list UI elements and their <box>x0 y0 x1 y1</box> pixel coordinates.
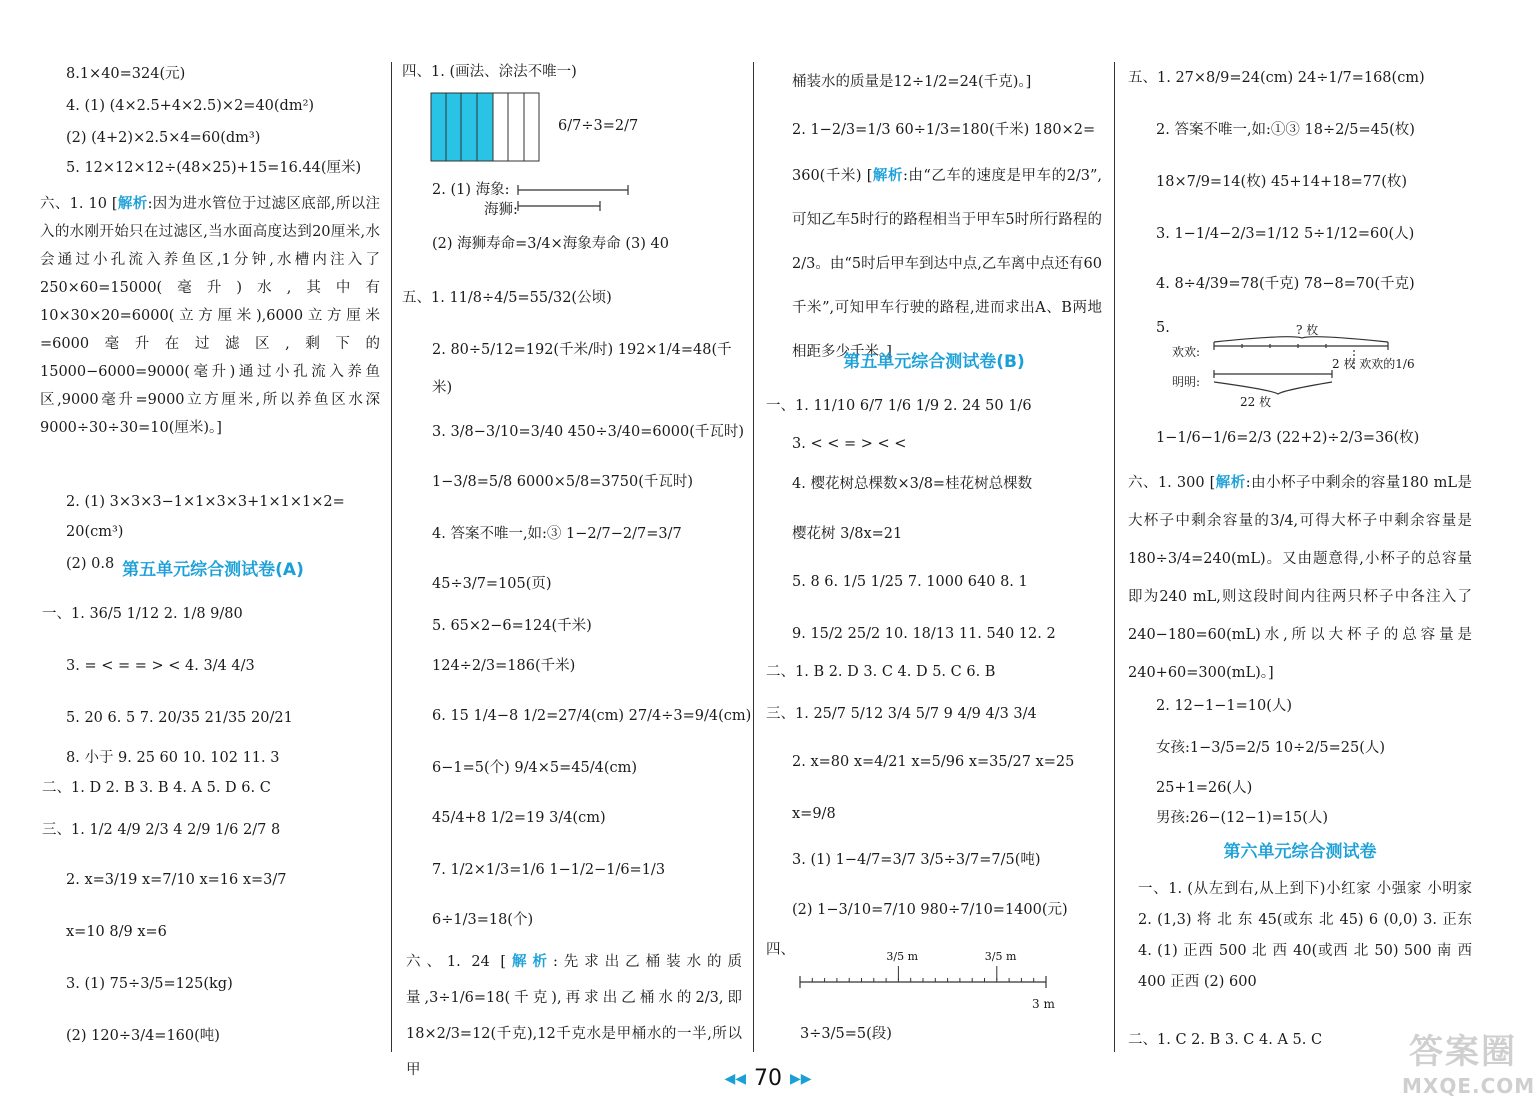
answer-line: 2. 12−1−1=10(人) <box>1156 698 1293 714</box>
answer-line: 1−1/6−1/6=2/3 (22+2)÷2/3=36(枚) <box>1156 430 1420 446</box>
answer-line: 四、1. (画法、涂法不唯一) <box>402 64 577 80</box>
number-line-end-label: 3 m <box>1032 997 1055 1011</box>
diagram-label: 明明: <box>1172 375 1201 389</box>
number-line-diagram <box>796 940 1056 1004</box>
answer-line: 8. 小于 9. 25 60 10. 102 11. 3 <box>66 750 280 766</box>
answer-line: 3. = < = = > < 4. 3/4 4/3 <box>66 658 255 674</box>
answer-line: 6/7÷3=2/7 <box>558 118 639 134</box>
answer-line: 二、1. B 2. D 3. C 4. D 5. C 6. B <box>766 664 996 680</box>
answer-line: (2) (4+2)×2.5×4=60(dm³) <box>66 130 261 146</box>
line-segment-diagram <box>516 182 636 212</box>
answer-column-4 <box>1128 52 1472 1052</box>
section-title: 第五单元综合测试卷(A) <box>122 560 304 580</box>
answer-line: 1−3/8=5/8 6000×5/8=3750(千瓦时) <box>432 474 694 490</box>
answer-line: 四、 <box>766 942 795 958</box>
answer-line: (2) 1−3/10=7/10 980÷7/10=1400(元) <box>792 902 1068 918</box>
answer-line: 4. 8÷4/39=78(千克) 78−8=70(千克) <box>1156 276 1415 292</box>
analysis-label: 解析 <box>506 953 553 970</box>
answer-line: 2. 1−2/3=1/3 60÷1/3=180(千米) 180×2= <box>792 122 1096 138</box>
answer-line: 2. 答案不唯一,如:①③ 18÷2/5=45(枚) <box>1156 122 1415 138</box>
segment-diagram <box>1212 334 1392 398</box>
answer-line: 4. 樱花树总棵数×3/8=桂花树总棵数 <box>792 476 1033 492</box>
answer-line: 25+1=26(人) <box>1156 780 1253 796</box>
answer-line: 5. 12×12×12÷(48×25)+15=16.44(厘米) <box>66 160 362 176</box>
segment-length-label: 3/5 m <box>984 950 1017 963</box>
answer-line: 二、1. D 2. B 3. B 4. A 5. D 6. C <box>42 780 271 796</box>
watermark-logo: 答案圈 MXQE.COM <box>1402 1032 1536 1098</box>
answer-line: x=10 8/9 x=6 <box>66 924 167 940</box>
answer-line: 女孩:1−3/5=2/5 10÷2/5=25(人) <box>1156 740 1386 756</box>
answer-line: 20(cm³) <box>66 524 124 540</box>
answer-paragraph: 一、1. (从左到右,从上到下)小红家 小强家 小明家 2. (1,3) 将 北 东 45(或东 北 45) 6 (0,0) 3. 正东 4. (1) 正西 500 北 西 40(或西 北 50) 500 南 西 400 正西 (2) 600 <box>1138 881 1472 990</box>
answer-line: (2) 120÷3/4=160(吨) <box>66 1028 220 1044</box>
section-title: 第五单元综合测试卷(B) <box>843 352 1025 372</box>
explanation-paragraph: 六、1. 10 [解析:因为进水管位于过滤区底部,所以注入的水刚开始只在过滤区,当水面高度达到20厘米,水会通过小孔流入养鱼区,1分钟,水槽内注入了250×60=15000(毫升)水,其中有10×30×20=6000(立方厘米),6000立方厘米=6000毫升在过滤区,剩下的15000−6000=9000(毫升)通过小孔流入养鱼区,9000毫升=9000立方厘米,所以养鱼区水深9000÷30÷30=10(厘米)。] <box>40 195 381 436</box>
answer-line: 二、1. C 2. B 3. C 4. A 5. C <box>1128 1032 1323 1048</box>
answer-line: 8.1×40=324(元) <box>66 66 186 82</box>
shaded-rectangle-diagram <box>430 92 542 164</box>
answer-line: 4. 答案不唯一,如:③ 1−2/7−2/7=3/7 <box>432 526 682 542</box>
analysis-label: 解析 <box>117 195 148 212</box>
previous-arrows-icon: ◀◀ <box>724 1071 746 1087</box>
page-number: 70 <box>754 1066 782 1091</box>
answer-line: 一、1. 36/5 1/12 2. 1/8 9/80 <box>42 606 243 622</box>
analysis-label: 解析 <box>872 167 903 184</box>
answer-line: 5. <box>1156 320 1170 336</box>
next-arrows-icon: ▶▶ <box>790 1071 812 1087</box>
answer-line: 2. x=3/19 x=7/10 x=16 x=3/7 <box>66 872 287 888</box>
analysis-label: 解析 <box>1215 474 1246 491</box>
answer-line: 2. x=80 x=4/21 x=5/96 x=35/27 x=25 <box>792 754 1075 770</box>
answer-line: 3. (1) 75÷3/5=125(kg) <box>66 976 233 992</box>
answer-line: 2. (1) 海象: <box>432 182 510 198</box>
answer-line: 3. 1−1/4−2/3=1/12 5÷1/12=60(人) <box>1156 226 1415 242</box>
explanation-paragraph: 六、1. 24 [解析:先求出乙桶装水的质量,3÷1/6=18(千克),再求出乙桶水的2/3,即18×2/3=12(千克),12千克水是甲桶水的一半,所以甲 <box>406 953 743 1078</box>
answer-line: 3÷3/5=5(段) <box>800 1026 892 1042</box>
answer-line: 2. (1) 3×3×3−1×1×3×3+1×1×1×2= <box>66 494 345 510</box>
answer-line: 124÷2/3=186(千米) <box>432 658 576 674</box>
explanation-paragraph: 360(千米) [解析:由“乙车的速度是甲车的2/3”,可知乙车5时行的路程相当于甲车5时所行路程的2/3。由“5时后甲车到达中点,乙车离中点还有60千米”,可知甲车行驶的路程,进而求出A、B两地相距多少千米。] <box>792 167 1103 360</box>
section-title: 第六单元综合测试卷 <box>1223 842 1377 862</box>
answer-line: 18×7/9=14(枚) 45+14+18=77(枚) <box>1156 174 1408 190</box>
answer-line: 一、1. 11/10 6/7 1/6 1/9 2. 24 50 1/6 <box>766 398 1032 414</box>
column-divider <box>753 62 754 1052</box>
segment-length-label: 3/5 m <box>886 950 919 963</box>
page-footer <box>0 1066 1536 1091</box>
answer-line: 9. 15/2 25/2 10. 18/13 11. 540 12. 2 <box>792 626 1056 642</box>
answer-line: 桶装水的质量是12÷1/2=24(千克)。] <box>792 74 1032 90</box>
answer-line: 五、1. 11/8÷4/5=55/32(公顷) <box>402 290 612 306</box>
answer-line: (2) 0.8 <box>66 556 115 572</box>
column-divider <box>1114 62 1115 1052</box>
answer-line: 5. 65×2−6=124(千米) <box>432 618 592 634</box>
answer-line: 3. (1) 1−4/7=3/7 3/5÷3/7=7/5(吨) <box>792 852 1041 868</box>
answer-line: 5. 20 6. 5 7. 20/35 21/35 20/21 <box>66 710 293 726</box>
answer-column-3 <box>766 52 1102 1052</box>
answer-line: 三、1. 1/2 4/9 2/3 4 2/9 1/6 2/7 8 <box>42 822 281 838</box>
answer-line: 五、1. 27×8/9=24(cm) 24÷1/7=168(cm) <box>1128 70 1425 86</box>
answer-line: 2. 80÷5/12=192(千米/时) 192×1/4=48(千 <box>432 342 732 358</box>
answer-line: 6−1=5(个) 9/4×5=45/4(cm) <box>432 760 638 776</box>
answer-line: 5. 8 6. 1/5 1/25 7. 1000 640 8. 1 <box>792 574 1028 590</box>
answer-line: 45/4+8 1/2=19 3/4(cm) <box>432 810 606 826</box>
answer-line: 男孩:26−(12−1)=15(人) <box>1156 810 1329 826</box>
answer-line: 樱花树 3/8x=21 <box>792 526 903 542</box>
explanation-paragraph: 六、1. 300 [解析:由小杯子中剩余的容量180 mL是大杯子中剩余容量的3/4,可得大杯子中剩余容量是180÷3/4=240(mL)。又由题意得,小杯子的总容量即为240 mL,则这段时间内往两只杯子中各注入了240−180=60(mL)水,所以大杯子的总容量是240+60=300(mL)。] <box>1128 474 1472 681</box>
answer-line: 3. < < = > < < <box>792 436 907 452</box>
answer-line: 45÷3/7=105(页) <box>432 576 552 592</box>
column-divider <box>391 62 392 1052</box>
answer-line: 6÷1/3=18(个) <box>432 912 534 928</box>
answer-line: 米) <box>432 380 453 396</box>
diagram-label: 2 枚 欢欢的1/6 <box>1332 357 1415 371</box>
answer-line: 7. 1/2×1/3=1/6 1−1/2−1/6=1/3 <box>432 862 666 878</box>
answer-line: 3. 3/8−3/10=3/40 450÷3/40=6000(千瓦时) <box>432 424 745 440</box>
diagram-label: 22 枚 <box>1240 395 1272 409</box>
answer-line: (2) 海狮寿命=3/4×海象寿命 (3) 40 <box>432 236 669 252</box>
diagram-label: ? 枚 <box>1296 323 1319 337</box>
answer-line: 三、1. 25/7 5/12 3/4 5/7 9 4/9 4/3 3/4 <box>766 706 1037 722</box>
answer-column-1 <box>40 52 381 1052</box>
answer-column-2 <box>402 52 752 1078</box>
answer-line: 海狮: <box>484 202 518 218</box>
answer-line: x=9/8 <box>792 806 836 822</box>
diagram-label: 欢欢: <box>1172 345 1201 359</box>
answer-line: 4. (1) (4×2.5+4×2.5)×2=40(dm²) <box>66 98 315 114</box>
answer-line: 6. 15 1/4−8 1/2=27/4(cm) 27/4÷3=9/4(cm) <box>432 708 752 724</box>
